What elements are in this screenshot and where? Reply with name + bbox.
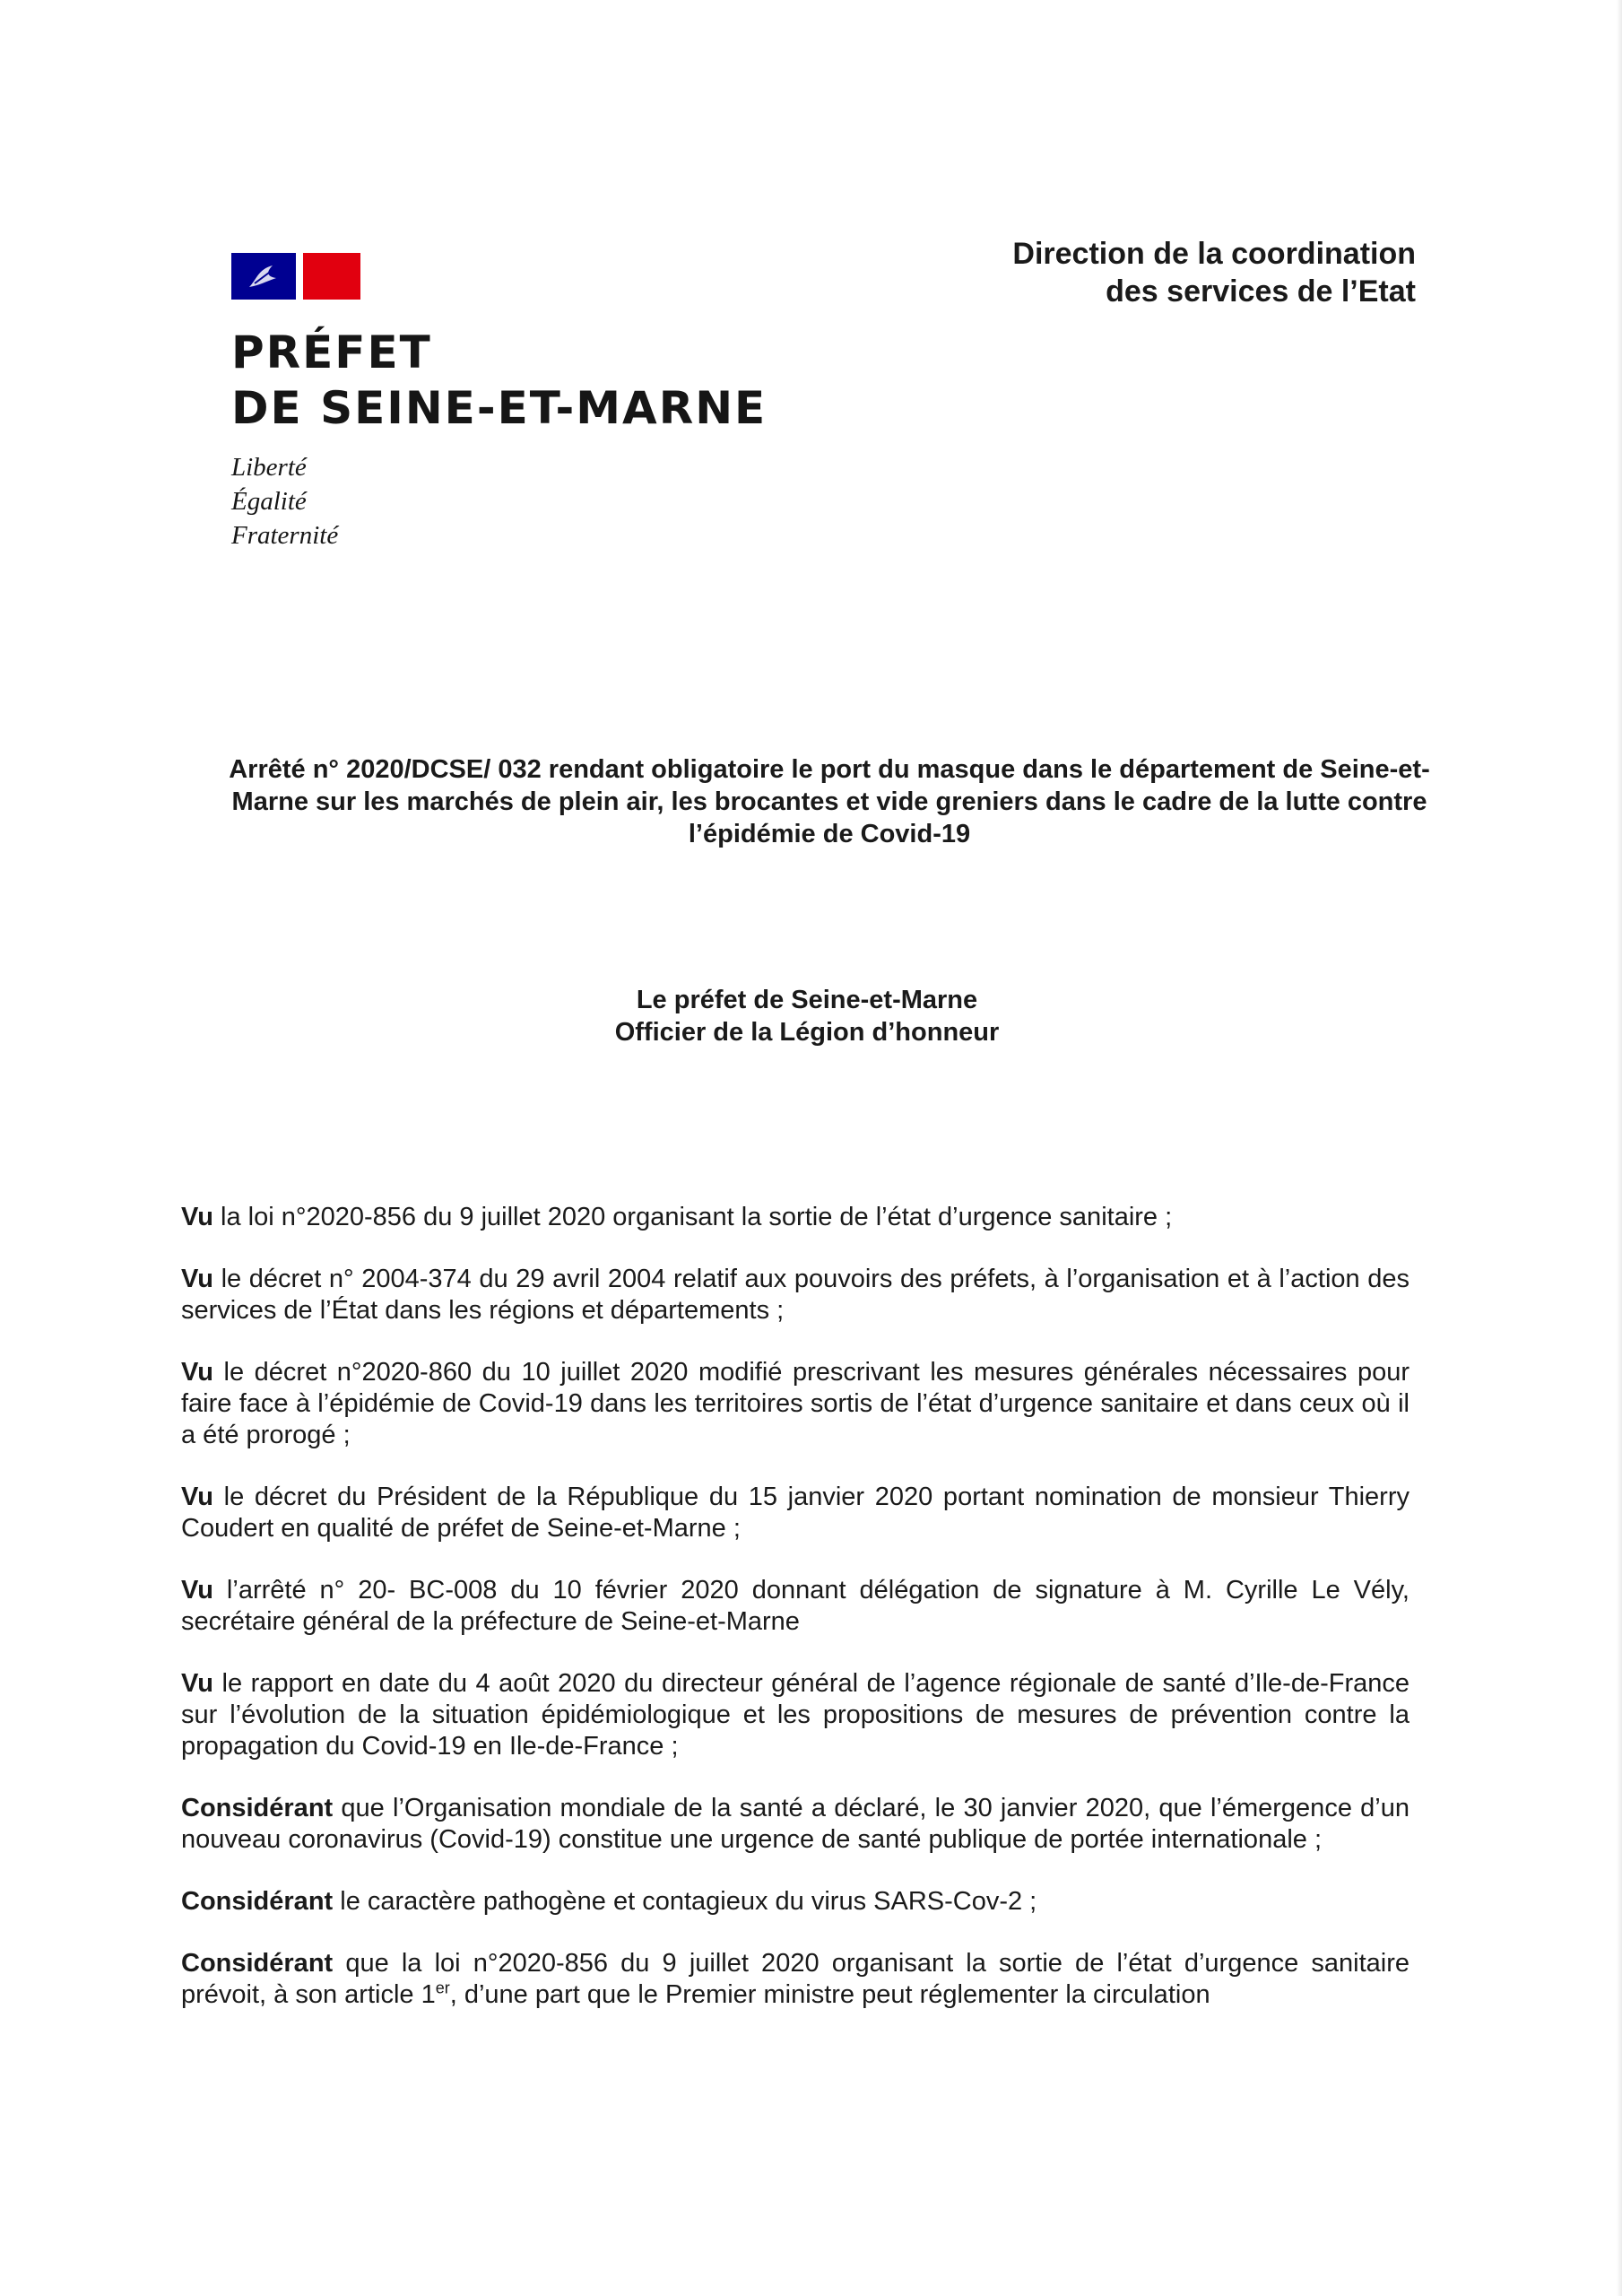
paragraph-lead: Considérant — [181, 1949, 334, 1978]
motto-fraternite: Fraternité — [231, 521, 339, 550]
direction-line-2: des services de l’Etat — [1106, 274, 1416, 309]
paragraph-lead: Vu — [181, 1669, 213, 1698]
visas-and-considerations — [181, 1202, 1409, 2041]
paragraph-text: que l’Organisation mondiale de la santé a déclaré, le 30 janvier 2020, que l’émergence d’un nouveau coronavirus (Covid-19) constitue une urgence de santé publique de portée internationale ; — [181, 1794, 1409, 1854]
visa-paragraph — [181, 1264, 1409, 1326]
visa-paragraph — [181, 1668, 1409, 1762]
prefecture-logo — [231, 253, 767, 552]
superscript: er — [435, 1979, 450, 1997]
arrete-title-line-3: l’épidémie de Covid-19 — [688, 820, 971, 848]
arrete-title-line-1: Arrêté n° 2020/DCSE/ 032 rendant obligatoire le port du masque dans le département de Seine-et- — [229, 755, 1430, 784]
visa-paragraph — [181, 1357, 1409, 1451]
direction-line-1: Direction de la coordination — [1012, 237, 1416, 271]
paragraph-text: le décret n° 2004-374 du 29 avril 2004 relatif aux pouvoirs des préfets, à l’organisation et à l’action des services de l’État dans les régions et départements ; — [181, 1265, 1409, 1325]
visa-paragraph — [181, 1575, 1409, 1638]
visa-paragraph — [181, 1202, 1409, 1233]
issuing-direction — [1012, 235, 1416, 310]
paragraph-text: , d’une part que le Premier ministre peut réglementer la circulation — [449, 1980, 1210, 2009]
paragraph-lead: Considérant — [181, 1887, 334, 1916]
paragraph-text: le caractère pathogène et contagieux du virus SARS-Cov-2 ; — [333, 1887, 1037, 1916]
prefet-line-1: Le préfet de Seine-et-Marne — [636, 986, 978, 1014]
paragraph-lead: Vu — [181, 1576, 213, 1605]
institution-line-2: DE SEINE-ET-MARNE — [231, 382, 768, 434]
paragraph-lead: Vu — [181, 1265, 213, 1293]
consideration-paragraph — [181, 1948, 1409, 2011]
paragraph-text: le rapport en date du 4 août 2020 du directeur général de l’agence régionale de santé d’Ile-de-France sur l’évolution de la situation épidémiologique et les propositions de mesures de prévention contre la propagation du Covid-19 en Ile-de-France ; — [181, 1669, 1409, 1761]
motto-liberte: Liberté — [231, 453, 307, 482]
motto-egalite: Égalité — [231, 487, 307, 516]
prefet-line-2: Officier de la Légion d’honneur — [614, 1018, 1000, 1047]
consideration-paragraph — [181, 1793, 1409, 1856]
paragraph-lead: Vu — [181, 1358, 213, 1387]
republic-motto — [231, 450, 767, 552]
scan-edge-shadow — [1617, 0, 1622, 2296]
paragraph-lead: Vu — [181, 1483, 213, 1511]
paragraph-text: le décret n°2020-860 du 10 juillet 2020 modifié prescrivant les mesures générales nécessaires pour faire face à l’épidémie de Covid-19 dans les territoires sortis de l’état d’urgence sanitaire et dans ceux où il a été prorogé ; — [181, 1358, 1409, 1449]
paragraph-text: la loi n°2020-856 du 9 juillet 2020 organisant la sortie de l’état d’urgence sanitaire ; — [213, 1203, 1173, 1231]
arrete-title — [188, 753, 1470, 850]
institution-line-1: PRÉFET — [231, 326, 432, 378]
institution-name — [231, 325, 767, 436]
visa-paragraph — [181, 1482, 1409, 1544]
consideration-paragraph — [181, 1886, 1409, 1918]
paragraph-text: l’arrêté n° 20- BC-008 du 10 février 2020 donnant délégation de signature à M. Cyrille Le Vély, secrétaire général de la préfecture de Seine-et-Marne — [181, 1576, 1409, 1636]
prefet-heading — [547, 984, 1067, 1048]
arrete-title-line-2: Marne sur les marchés de plein air, les brocantes et vide greniers dans le cadre de la lutte contre — [231, 787, 1427, 816]
paragraph-lead: Vu — [181, 1203, 213, 1231]
paragraph-lead: Considérant — [181, 1794, 334, 1822]
marianne-flag-icon — [231, 253, 360, 300]
paragraph-text: que la loi n°2020-856 du 9 juillet 2020 organisant la sortie de l’état d’urgence sanitaire prévoit, à son article 1 — [181, 1949, 1409, 2009]
paragraph-text: le décret du Président de la République du 15 janvier 2020 portant nomination de monsieur Thierry Coudert en qualité de préfet de Seine-et-Marne ; — [181, 1483, 1409, 1543]
